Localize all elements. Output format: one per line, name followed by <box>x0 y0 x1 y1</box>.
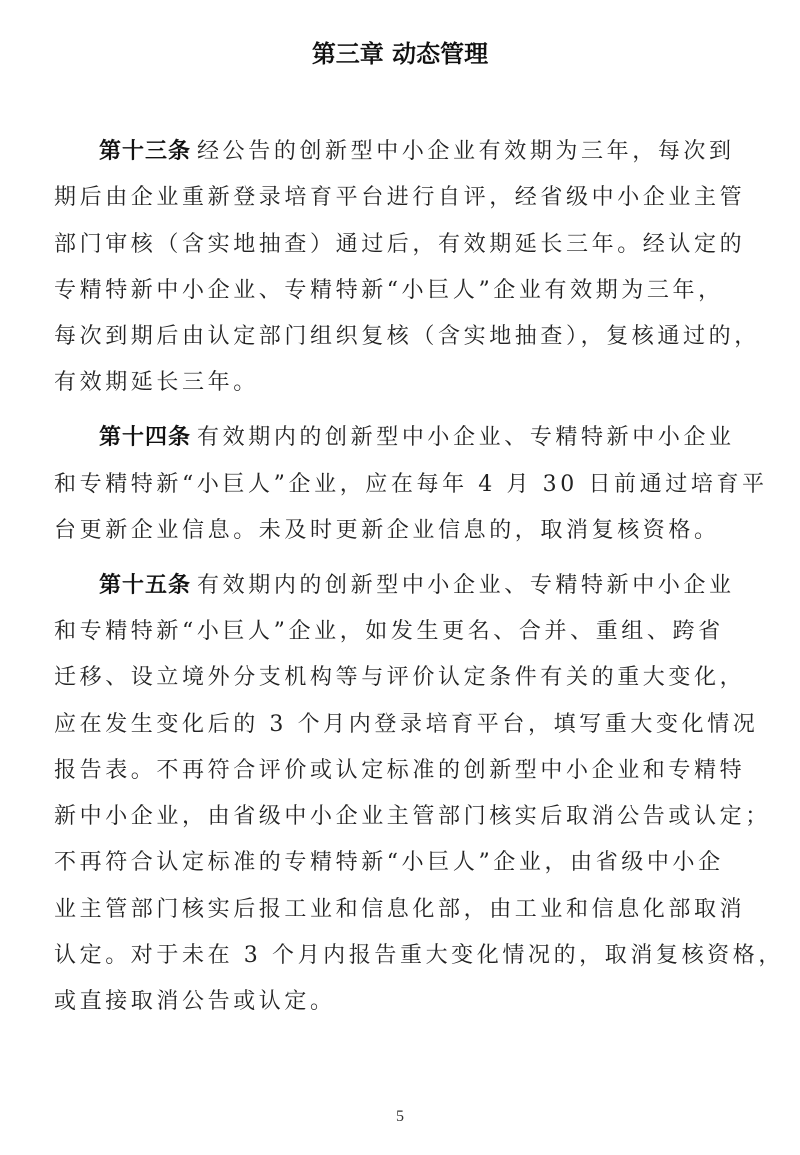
paragraph-text: 经公告的创新型中小企业有效期为三年，每次到 <box>197 139 735 164</box>
paragraph-line: 业主管部门核实后报工业和信息化部，由工业和信息化部取消 <box>54 896 746 922</box>
chapter-title: 第三章 动态管理 <box>311 40 489 68</box>
paragraph-line: 每次到期后由认定部门组织复核（含实地抽查），复核通过的， <box>54 324 760 350</box>
paragraph-line: 应在发生变化后的 3 个月内登录培育平台，填写重大变化情况 <box>54 711 759 737</box>
paragraph-line: 部门审核（含实地抽查）通过后，有效期延长三年。经认定的 <box>54 231 746 257</box>
paragraph-line: 专精特新中小企业、专精特新“小巨人”企业有效期为三年， <box>54 277 724 303</box>
paragraph-line: 报告表。不再符合评价或认定标准的创新型中小企业和专精特 <box>54 757 746 783</box>
article-first-line <box>54 418 754 464</box>
article-first-line <box>54 132 754 178</box>
paragraph-line: 迁移、设立境外分支机构等与评价认定条件有关的重大变化， <box>54 665 746 691</box>
paragraph-line: 和专精特新“小巨人”企业，应在每年 4 月 30 日前通过培育平 <box>54 471 768 497</box>
article-15 <box>54 566 784 1029</box>
page-number: 5 <box>396 1108 404 1125</box>
paragraph-line: 有效期延长三年。 <box>54 370 259 396</box>
article-14 <box>54 418 768 557</box>
article-13 <box>54 132 760 410</box>
paragraph-line: 或直接取消公告或认定。 <box>54 989 336 1015</box>
paragraph-line: 新中小企业，由省级中小企业主管部门核实后取消公告或认定； <box>54 804 771 830</box>
paragraph-line: 期后由企业重新登录培育平台进行自评，经省级中小企业主管 <box>54 185 746 211</box>
document-body <box>54 132 784 1029</box>
paragraph-text: 有效期内的创新型中小企业、专精特新中小企业 <box>197 572 735 598</box>
article-number: 第十三条 <box>99 139 192 164</box>
paragraph-line: 台更新企业信息。未及时更新企业信息的，取消复核资格。 <box>54 517 720 543</box>
paragraph-line: 和专精特新“小巨人”企业，如发生更名、合并、重组、跨省 <box>54 618 724 644</box>
article-first-line <box>54 566 754 612</box>
article-number: 第十四条 <box>99 425 192 451</box>
paragraph-line: 认定。对于未在 3 个月内报告重大变化情况的，取消复核资格， <box>54 943 784 969</box>
paragraph-text: 有效期内的创新型中小企业、专精特新中小企业 <box>197 425 735 451</box>
paragraph-line: 不再符合认定标准的专精特新“小巨人”企业，由省级中小企 <box>54 850 724 876</box>
article-number: 第十五条 <box>99 572 192 598</box>
